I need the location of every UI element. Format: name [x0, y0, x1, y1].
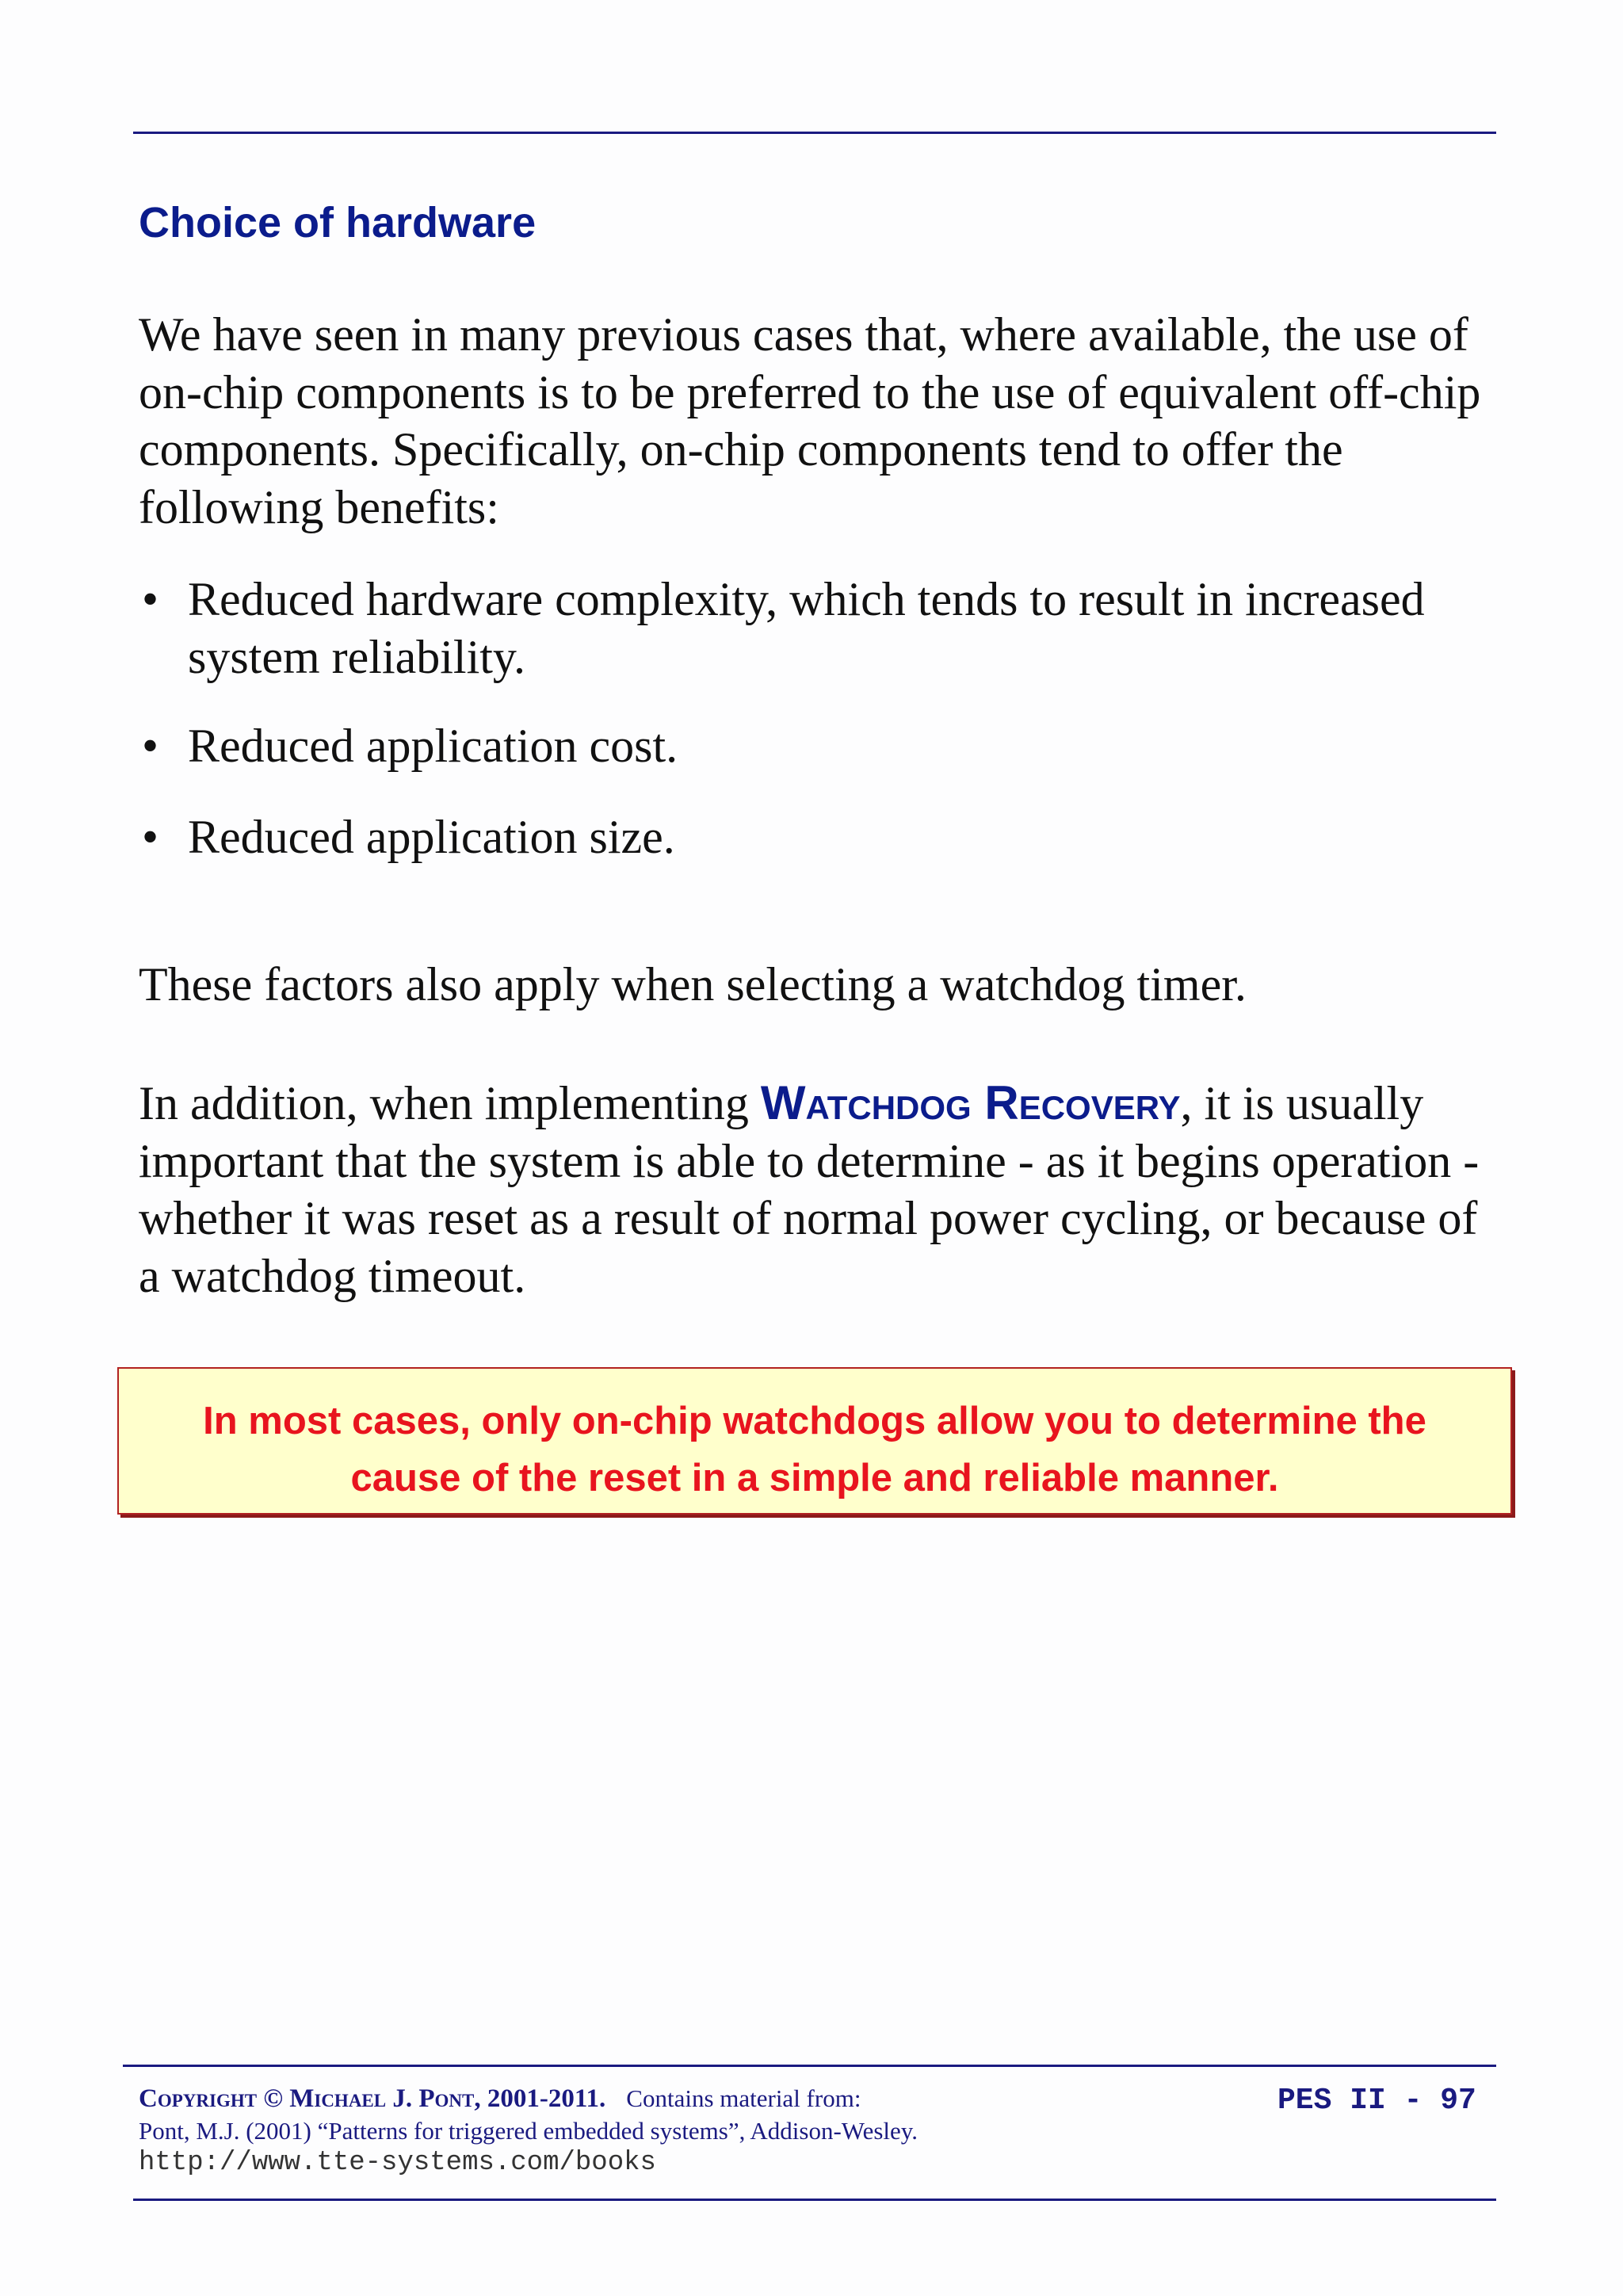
top-rule	[133, 132, 1496, 134]
callout-box	[117, 1367, 1512, 1515]
list-item-text: Reduced application size.	[188, 810, 675, 863]
addition-text-after: , it is usually important that the system is able to determine - as it begins operation - whether it was reset as a result of normal power cycling, or because of a watchdog timeout.	[139, 1077, 1480, 1302]
page-number: PES II - 97	[1277, 2084, 1476, 2118]
copyright-notice: Copyright © Michael J. Pont, 2001-2011.	[139, 2084, 606, 2113]
list-item	[139, 808, 1502, 866]
source-intro: Contains material from:	[626, 2084, 861, 2112]
footer-citation: Pont, M.J. (2001) “Patterns for triggered embedded systems”, Addison-Wesley.	[139, 2117, 918, 2145]
callout-line-2: cause of the reset in a simple and reliable manner.	[350, 1457, 1279, 1499]
pattern-name: Watchdog Recovery	[760, 1076, 1181, 1129]
list-item-text: Reduced hardware complexity, which tends to result in increased system reliability.	[188, 573, 1425, 683]
callout-line-1: In most cases, only on-chip watchdogs allow you to determine the	[203, 1400, 1426, 1442]
footer-copyright-line	[139, 2084, 861, 2114]
factors-paragraph: These factors also apply when selecting a watchdog timer.	[139, 958, 1247, 1010]
benefits-list	[139, 571, 1502, 899]
section-heading: Choice of hardware	[139, 199, 537, 246]
list-item-text: Reduced application cost.	[188, 720, 678, 772]
footer-url: http://www.tte-systems.com/books	[139, 2148, 656, 2178]
addition-text-before: In addition, when implementing	[139, 1077, 761, 1129]
addition-paragraph	[139, 1075, 1502, 1305]
footer-bottom-rule	[133, 2199, 1496, 2201]
list-item	[139, 717, 1502, 775]
callout-text	[119, 1392, 1510, 1507]
bullet-icon: •	[142, 573, 159, 625]
bullet-icon: •	[142, 810, 159, 863]
list-item	[139, 571, 1502, 686]
intro-paragraph: We have seen in many previous cases that, where available, the use of on-chip components is to be preferred to the use of equivalent off-chip components. Specifically, on-chip components tend to offer the following benefits:	[139, 308, 1481, 533]
footer-top-rule	[123, 2065, 1496, 2067]
bullet-icon: •	[142, 720, 159, 772]
